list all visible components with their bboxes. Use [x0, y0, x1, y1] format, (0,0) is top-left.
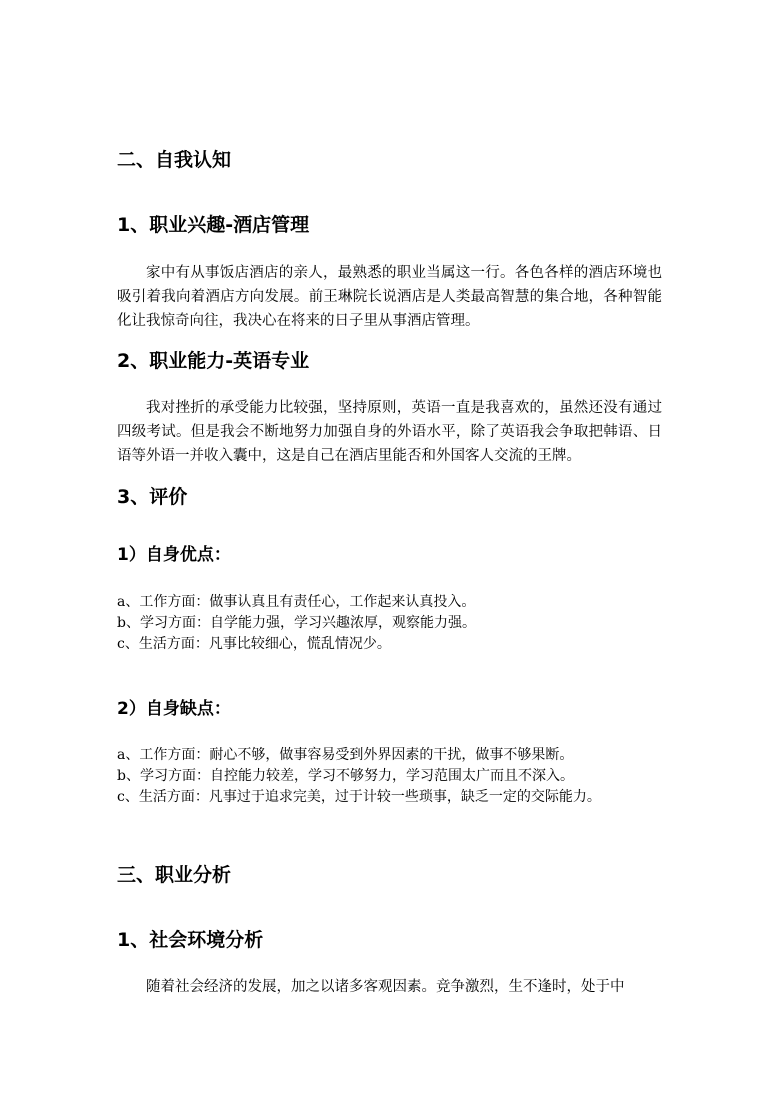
list-item: c、生活方面：凡事比较细心，慌乱情况少。	[117, 636, 391, 652]
heading-career-ability: 2、职业能力-英语专业	[117, 350, 310, 372]
list-item: c、生活方面：凡事过于追求完美，过于计较一些琐事，缺乏一定的交际能力。	[117, 789, 601, 805]
list-item: b、学习方面：自控能力较差，学习不够努力，学习范围太广而且不深入。	[117, 768, 574, 784]
section-title-self-awareness: 二、自我认知	[117, 149, 232, 171]
paragraph-career-interest: 家中有从事饭店酒店的亲人，最熟悉的职业当属这一行。各色各样的酒店环境也吸引着我向着酒店方向发展。前王琳院长说酒店是人类最高智慧的集合地，各种智能化让我惊奇向往，我决心在将来的日子里从事酒店管理。	[117, 265, 662, 329]
strengths-list	[117, 592, 662, 655]
list-item: b、学习方面：自学能力强，学习兴趣浓厚，观察能力强。	[117, 615, 476, 631]
heading-career-interest: 1、职业兴趣-酒店管理	[117, 214, 310, 236]
list-item: a、工作方面：耐心不够，做事容易受到外界因素的干扰，做事不够果断。	[117, 747, 574, 763]
paragraph-social-environment: 随着社会经济的发展，加之以诸多客观因素。竞争激烈，生不逢时，处于中	[146, 979, 625, 995]
paragraph-career-ability: 我对挫折的承受能力比较强，坚持原则，英语一直是我喜欢的，虽然还没有通过四级考试。但是我会不断地努力加强自身的外语水平，除了英语我会争取把韩语、日语等外语一并收入囊中，这是自己在酒店里能否和外国客人交流的王牌。	[117, 400, 662, 464]
weaknesses-list	[117, 745, 662, 808]
heading-strengths: 1）自身优点：	[117, 545, 231, 565]
section-title-career-analysis: 三、职业分析	[117, 864, 232, 886]
list-item: a、工作方面：做事认真且有责任心，工作起来认真投入。	[117, 594, 476, 610]
heading-evaluation: 3、评价	[117, 486, 188, 508]
heading-weaknesses: 2）自身缺点：	[117, 699, 231, 719]
heading-social-environment: 1、社会环境分析	[117, 929, 264, 951]
